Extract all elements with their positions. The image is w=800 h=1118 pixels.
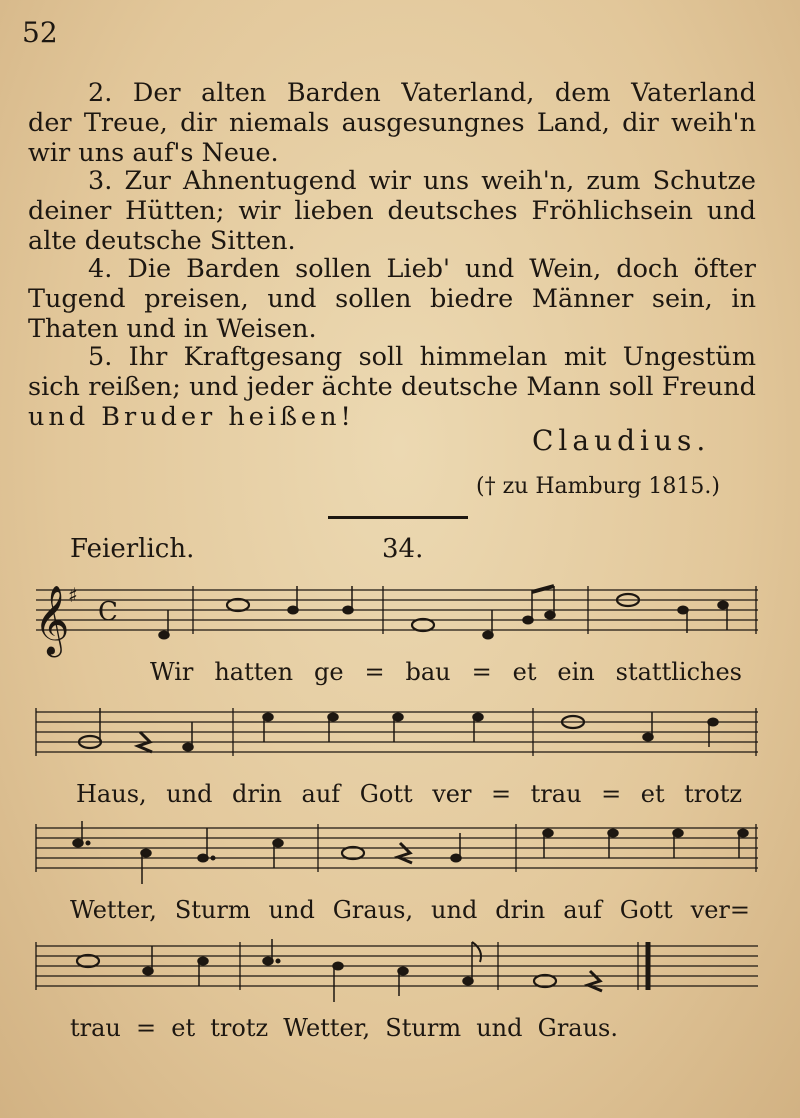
verse-3 bbox=[28, 166, 756, 256]
verse-4 bbox=[28, 254, 756, 344]
section-divider bbox=[328, 516, 468, 519]
author-note: († zu Hamburg 1815.) bbox=[476, 474, 720, 499]
verse-line: 4. Die Barden sollen Lieb' und Wein, doch öfter bbox=[88, 254, 756, 284]
verse-line: wir uns auf's Neue. bbox=[28, 138, 279, 168]
notes-staff-4 bbox=[77, 939, 602, 1002]
verse-line: Tugend preisen, und sollen biedre Männer sein, in bbox=[28, 284, 756, 314]
music-staff-4 bbox=[28, 934, 768, 1014]
verse-line: 2. Der alten Barden Vaterland, dem Vaterland bbox=[88, 78, 756, 108]
notes-staff-3 bbox=[73, 821, 748, 884]
verse-line: alte deutsche Sitten. bbox=[28, 226, 296, 256]
verse-line: der Treue, dir niemals ausgesungnes Land, dir weih'n bbox=[28, 108, 756, 138]
verse-2 bbox=[28, 78, 756, 168]
treble-clef-icon: 𝄞 bbox=[34, 585, 70, 655]
sharp-icon: ♯ bbox=[68, 583, 78, 607]
music-staff-3 bbox=[28, 816, 768, 896]
music-staff-1 bbox=[28, 578, 768, 658]
time-signature-icon: C bbox=[98, 597, 118, 627]
lyric-line-1: Wir hatten ge = bau = et ein stattliches bbox=[150, 658, 742, 686]
song-number: 34. bbox=[382, 534, 424, 564]
music-staff-2 bbox=[28, 700, 768, 780]
verse-line: 3. Zur Ahnentugend wir uns weih'n, zum Schutze bbox=[88, 166, 756, 196]
verse-line: deiner Hütten; wir lieben deutsches Fröhlichsein und bbox=[28, 196, 756, 226]
author-signature: Claudius. bbox=[532, 424, 711, 457]
verse-line: und Bruder heißen! bbox=[28, 402, 355, 432]
lyric-line-2: Haus, und drin auf Gott ver = trau = et trotz bbox=[76, 780, 742, 808]
page-number: 52 bbox=[22, 16, 58, 49]
notes-staff-2 bbox=[79, 708, 718, 752]
verse-line: Thaten und in Weisen. bbox=[28, 314, 317, 344]
lyric-line-4: trau = et trotz Wetter, Sturm und Graus. bbox=[70, 1014, 618, 1042]
lyric-line-3: Wetter, Sturm und Graus, und drin auf Gott ver= bbox=[70, 896, 750, 924]
notes-staff-1 bbox=[159, 586, 728, 639]
verse-line: sich reißen; und jeder ächte deutsche Mann soll Freund bbox=[28, 372, 756, 402]
verse-line: 5. Ihr Kraftgesang soll himmelan mit Ungestüm bbox=[88, 342, 756, 372]
tempo-marking: Feierlich. bbox=[70, 534, 195, 564]
verse-5 bbox=[28, 342, 756, 432]
